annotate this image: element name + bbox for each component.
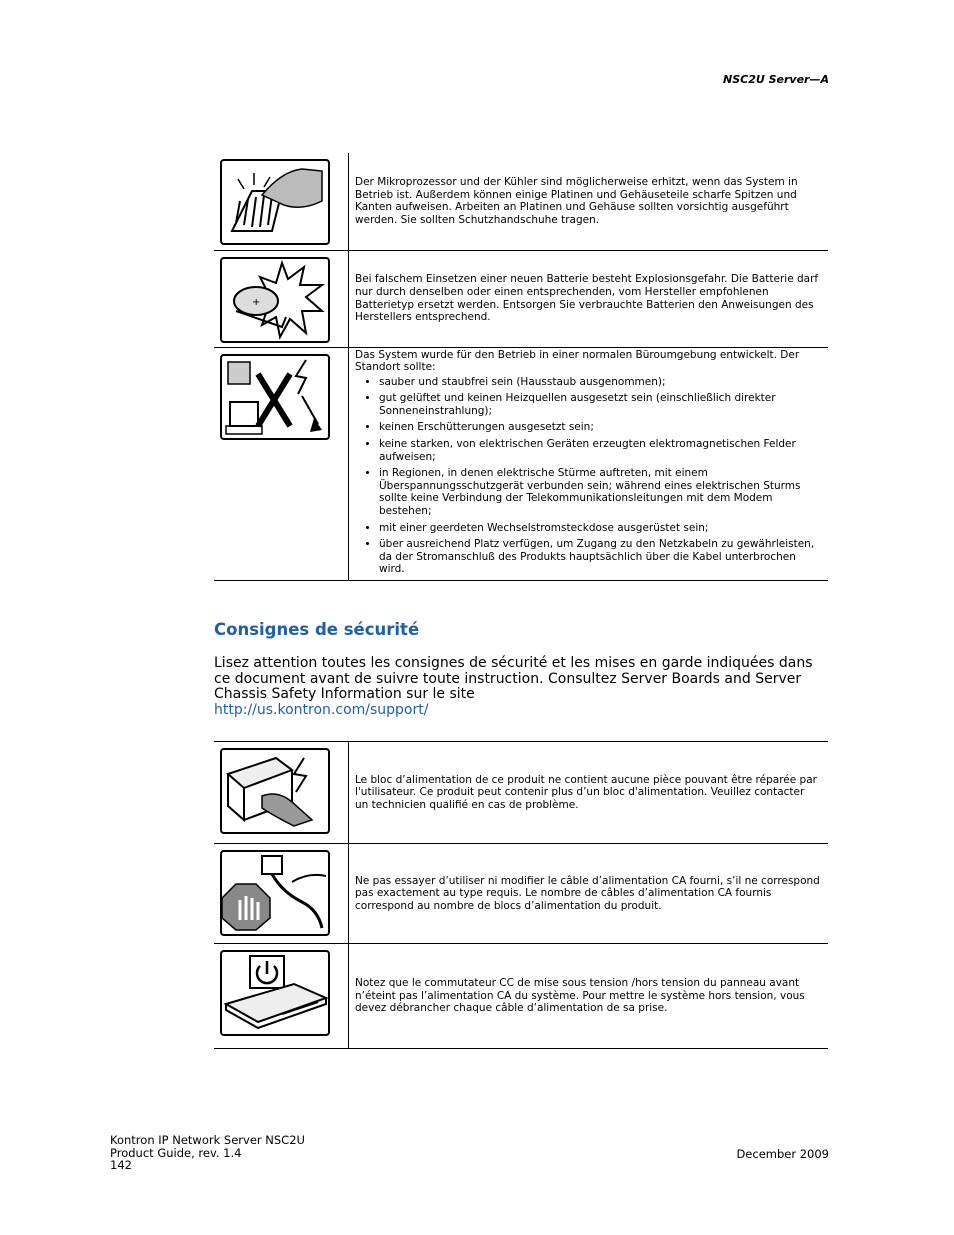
footer-guide-revision: Product Guide, rev. 1.4 <box>110 1145 242 1160</box>
stop-hand-power-cord-icon <box>220 850 330 936</box>
environment-intro: Das System wurde für den Betrieb in einer normalen Büroumgebung entwickelt. Der Standort sollte: <box>355 348 800 374</box>
section-title: Consignes de sécurité <box>214 620 420 639</box>
warning-row <box>214 844 828 944</box>
environment-list <box>355 376 820 576</box>
list-item: • über ausreichend Platz verfügen, um Zugang zu den Netzkabeln zu gewährleisten, da der Stromanschluß des Produkts hauptsächlich über die Kabel unterbrochen wird. <box>379 538 820 576</box>
power-supply-hazard-icon <box>220 748 330 834</box>
footer-page-number: 142 <box>110 1158 132 1172</box>
warning-text: Bei falschem Einsetzen einer neuen Batterie besteht Explosionsgefahr. Die Batterie darf nur durch denselben oder einen entsprechenden, vom Hersteller empfohlenen Batterietyp ersetzt werden. Entsorgen Sie verbrauchte Batterien den Anweisungen des Herstellers entsprechend. <box>349 250 829 347</box>
warning-row <box>214 742 828 844</box>
support-link[interactable]: http://us.kontron.com/support/ <box>214 701 429 718</box>
warning-icon-cell <box>214 844 349 944</box>
warning-icon-cell <box>214 742 349 844</box>
list-item: • sauber und staubfrei sein (Hausstaub ausgenommen); <box>379 376 820 389</box>
warning-icon-cell <box>214 250 349 347</box>
warning-row <box>214 944 828 1049</box>
footer-product-name: Kontron IP Network Server NSC2U <box>110 1133 305 1147</box>
warning-icon-cell <box>214 153 349 250</box>
warning-text: Der Mikroprozessor und der Kühler sind möglicherweise erhitzt, wenn das System in Betrieb ist. Außerdem können einige Platinen und Gehäuseteile scharfe Spitzen und Kanten aufweisen. Arbeiten an Platinen und Gehäuse sollten vorsichtig ausgeführt werden. Sie sollten Schutzhandschuhe tragen. <box>349 153 829 250</box>
list-item: • gut gelüftet und keinen Heizquellen ausgesetzt sein (einschließlich direkter Sonneneinstrahlung); <box>379 392 820 417</box>
warning-row <box>214 153 828 250</box>
german-warnings-table <box>214 153 828 581</box>
warning-row <box>214 250 828 347</box>
svg-text:+: + <box>252 296 261 308</box>
footer-date: December 2009 <box>736 1147 829 1161</box>
section-intro <box>214 656 830 718</box>
battery-explosion-icon <box>220 257 330 343</box>
environment-hazards-icon <box>220 354 330 440</box>
list-item: • mit einer geerdeten Wechselstromsteckdose ausgerüstet sein; <box>379 522 820 535</box>
power-switch-server-icon <box>220 950 330 1036</box>
intro-text: Lisez attention toutes les consignes de sécurité et les mises en garde indiquées dans ce document avant de suivre toute instruction. Consultez Server Boards and Server Chassis Safety Information sur le site <box>214 655 813 702</box>
warning-text: Le bloc d’alimentation de ce produit ne contient aucune pièce pouvant être réparée par l'utilisateur. Ce produit peut contenir plus d’un bloc d'alimentation. Veuillez contacter un technicien qualifié en cas de problème. <box>349 742 829 844</box>
french-warnings-table <box>214 741 828 1049</box>
warning-text: Notez que le commutateur CC de mise sous tension /hors tension du panneau avant n’éteint pas l’alimentation CA du système. Pour mettre le système hors tension, vous devez débrancher chaque câble d’alimentation de sa prise. <box>349 944 829 1049</box>
hot-heatsink-glove-icon <box>220 159 330 245</box>
list-item: • in Regionen, in denen elektrische Stürme auftreten, mit einem Überspannungsschutzgerät verbunden sein; während eines elektrischen Sturms sollte keine Verbindung der Telekommunikationsleitungen mit dem Modem bestehen; <box>379 467 820 517</box>
list-item: • keinen Erschütterungen ausgesetzt sein; <box>379 421 820 434</box>
list-item: • keine starken, von elektrischen Geräten erzeugten elektromagnetischen Felder aufweisen; <box>379 438 820 463</box>
footer-product-info <box>110 1134 305 1172</box>
running-title: NSC2U Server—A <box>723 73 829 86</box>
warning-icon-cell <box>214 347 349 581</box>
warning-text <box>349 347 829 581</box>
warning-text: Ne pas essayer d’utiliser ni modifier le câble d’alimentation CA fourni, s’il ne correspond pas exactement au type requis. Le nombre de câbles d’alimentation CA fournis correspond au nombre de blocs d’alimentation du produit. <box>349 844 829 944</box>
warning-icon-cell <box>214 944 349 1049</box>
warning-row <box>214 347 828 581</box>
